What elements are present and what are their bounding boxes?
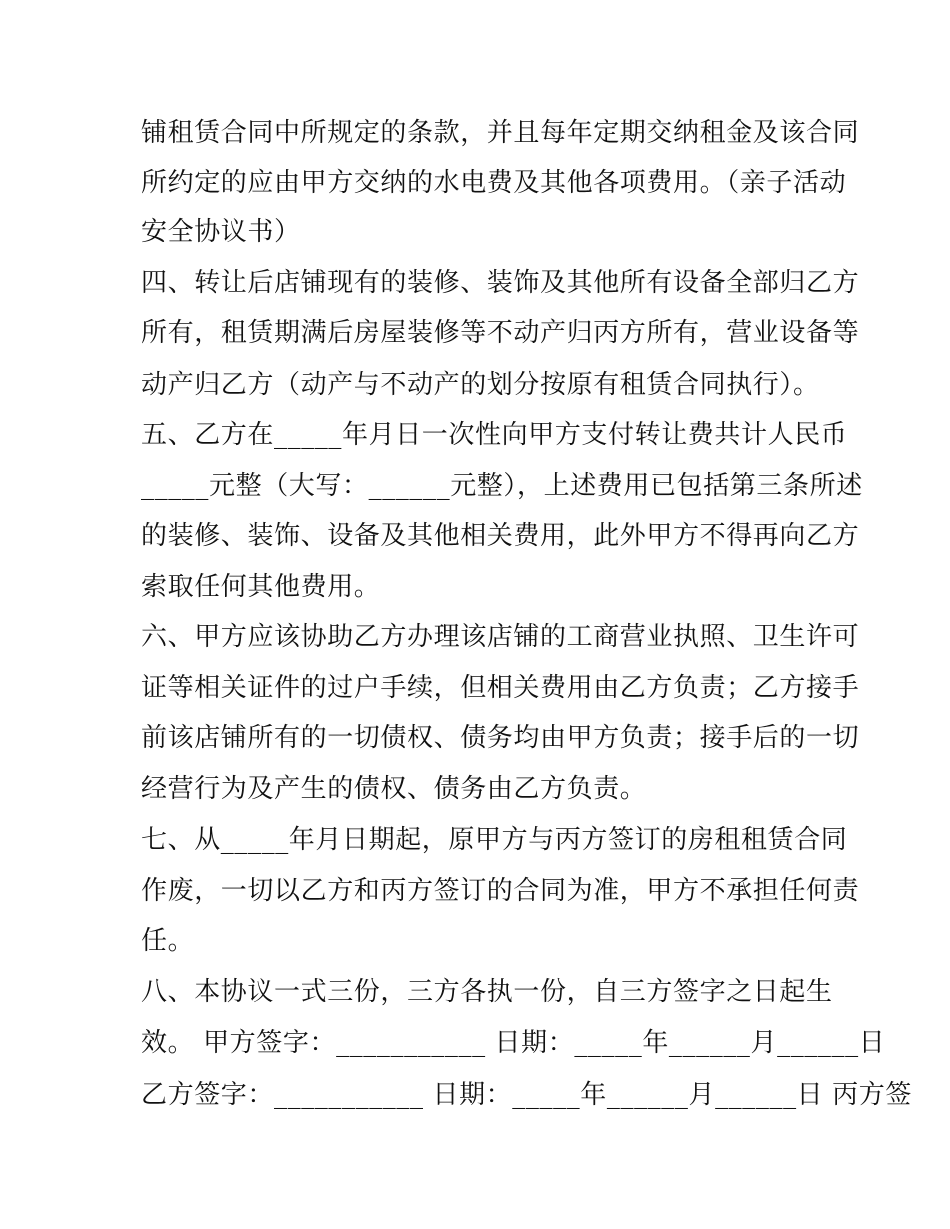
- text-line: 四、转让后店铺现有的装修、装饰及其他所有设备全部归乙方: [141, 268, 860, 298]
- text-line: 效。 甲方签字：___________ 日期：_____年______月______日: [141, 1028, 886, 1058]
- text-line: 动产归乙方（动产与不动产的划分按原有租赁合同执行）。: [141, 370, 820, 400]
- text-line: 安全协议书）: [141, 217, 301, 247]
- text-line: 五、乙方在_____年月日一次性向甲方支付转让费共计人民币: [141, 420, 848, 450]
- text-line: 证等相关证件的过户手续，但相关费用由乙方负责；乙方接手: [141, 673, 860, 703]
- text-line: 经营行为及产生的债权、债务由乙方负责。: [141, 774, 647, 804]
- text-line: 任。: [141, 926, 195, 956]
- text-line: 的装修、装饰、设备及其他相关费用，此外甲方不得再向乙方: [141, 521, 860, 551]
- text-line: 七、从_____年月日期起，原甲方与丙方签订的房租租赁合同: [141, 825, 848, 855]
- text-line: _____元整（大写：______元整），上述费用已包括第三条所述: [141, 471, 863, 501]
- text-line: 八、本协议一式三份，三方各执一份，自三方签字之日起生: [141, 977, 833, 1007]
- text-line: 作废，一切以乙方和丙方签订的合同为准，甲方不承担任何责: [141, 876, 860, 906]
- text-line: 索取任何其他费用。: [141, 572, 381, 602]
- text-line: 乙方签字：___________ 日期：_____年______月______日 丙方签: [141, 1080, 912, 1110]
- text-line: 前该店铺所有的一切债权、债务均由甲方负责；接手后的一切: [141, 723, 860, 753]
- text-line: 六、甲方应该协助乙方办理该店铺的工商营业执照、卫生许可: [141, 622, 860, 652]
- text-line: 所有，租赁期满后房屋装修等不动产归丙方所有，营业设备等: [141, 318, 860, 348]
- text-line: 所约定的应由甲方交纳的水电费及其他各项费用。（亲子活动: [141, 168, 847, 198]
- text-line: 铺租赁合同中所规定的条款，并且每年定期交纳租金及该合同: [141, 118, 860, 148]
